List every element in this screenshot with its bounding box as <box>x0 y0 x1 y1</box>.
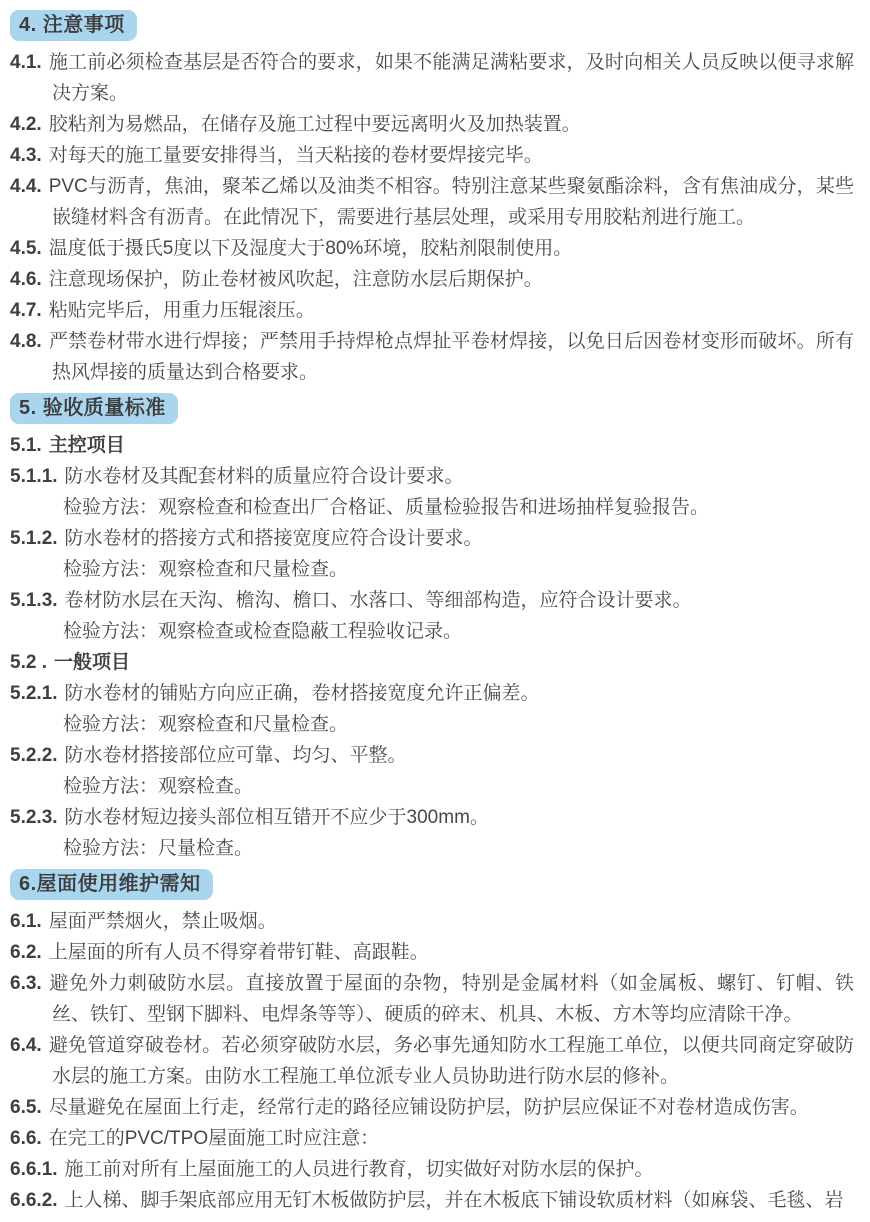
item-text: 温度低于摄氏5度以下及湿度大于80%环境，胶粘剂限制使用。 <box>48 238 573 259</box>
item-text: 施工前对所有上屋面施工的人员进行教育，切实做好对防水层的保护。 <box>64 1159 654 1180</box>
list-item <box>10 171 854 233</box>
item-number: 5.2.3. <box>10 807 58 828</box>
item-number: 4.1. <box>10 52 42 73</box>
item-number: 6.4. <box>10 1035 42 1056</box>
section-heading-row <box>10 393 854 424</box>
list-item <box>10 1123 854 1154</box>
item-text: 防水卷材搭接部位应可靠、均匀、平整。 <box>64 745 407 766</box>
item-number: 4.3. <box>10 145 42 166</box>
item-number: 4.5. <box>10 238 42 259</box>
section-heading-row <box>10 10 854 41</box>
item-text: 严禁卷材带水进行焊接；严禁用手持焊枪点焊扯平卷材焊接，以免日后因卷材变形而破坏。所有热风焊接的质量达到合格要求。 <box>48 331 854 383</box>
item-number: 4.4. <box>10 176 42 197</box>
list-item <box>10 140 854 171</box>
item-text: PVC与沥青，焦油，聚苯乙烯以及油类不相容。特别注意某些聚氨酯涂料，含有焦油成分，某些嵌缝材料含有沥青。在此情况下，需要进行基层处理，或采用专用胶粘剂进行施工。 <box>48 176 854 228</box>
item-number: 6.1. <box>10 911 42 932</box>
item-text: 防水卷材的搭接方式和搭接宽度应符合设计要求。 <box>64 528 483 549</box>
item-number: 6.6.1. <box>10 1159 58 1180</box>
item-number: 5.1.2. <box>10 528 58 549</box>
method-line: 检验方法：观察检查。 <box>63 776 254 797</box>
item-number: 5.1.3. <box>10 590 58 611</box>
list-item <box>10 109 854 140</box>
item-text: 一般项目 <box>53 652 130 673</box>
item-number: 6.2. <box>10 942 42 963</box>
list-item <box>10 1154 854 1185</box>
item-text: 屋面严禁烟火，禁止吸烟。 <box>48 911 277 932</box>
item-text: 卷材防水层在天沟、檐沟、檐口、水落口、等细部构造，应符合设计要求。 <box>64 590 692 611</box>
list-item <box>10 585 854 616</box>
list-item <box>10 430 854 461</box>
item-text: 避免外力刺破防水层。直接放置于屋面的杂物，特别是金属材料（如金属板、螺钉、钉帽、铁丝、铁钉、型钢下脚料、电焊条等等）、硬质的碎末、机具、木板、方木等均应清除干净。 <box>48 973 854 1025</box>
section-heading: 4. 注意事项 <box>10 10 137 41</box>
item-text: 上人梯、脚手架底部应用无钉木板做防护层，并在木板底下铺设软质材料（如麻袋、毛毯、岩 <box>64 1190 844 1211</box>
list-item <box>10 1092 854 1123</box>
item-text: 尽量避免在屋面上行走，经常行走的路径应铺设防护层，防护层应保证不对卷材造成伤害。 <box>48 1097 809 1118</box>
list-item <box>10 47 854 109</box>
method-line: 检验方法：尺量检查。 <box>63 838 254 859</box>
list-item <box>10 233 854 264</box>
item-number: 6.6.2. <box>10 1190 58 1211</box>
item-number: 4.7. <box>10 300 42 321</box>
item-number: 5.1. <box>10 435 42 456</box>
item-text: 施工前必须检查基层是否符合的要求，如果不能满足满粘要求，及时向相关人员反映以便寻求解决方案。 <box>48 52 854 104</box>
list-item <box>10 295 854 326</box>
section-heading: 6.屋面使用维护需知 <box>10 869 213 900</box>
item-text: 防水卷材短边接头部位相互错开不应少于300mm。 <box>64 807 489 828</box>
list-item <box>10 937 854 968</box>
item-text: 防水卷材及其配套材料的质量应符合设计要求。 <box>64 466 464 487</box>
method-line: 检验方法：观察检查和尺量检查。 <box>63 559 349 580</box>
method-line: 检验方法：观察检查和检查出厂合格证、质量检验报告和进场抽样复验报告。 <box>63 497 710 518</box>
item-number: 5.2.1. <box>10 683 58 704</box>
item-text: 防水卷材的铺贴方向应正确，卷材搭接宽度允许正偏差。 <box>64 683 540 704</box>
item-text: 上屋面的所有人员不得穿着带钉鞋、高跟鞋。 <box>48 942 429 963</box>
item-number: 5.1.1. <box>10 466 58 487</box>
section-heading: 5. 验收质量标准 <box>10 393 178 424</box>
list-item <box>10 740 854 771</box>
list-item <box>10 523 854 554</box>
item-text: 对每天的施工量要安排得当，当天粘接的卷材要焊接完毕。 <box>48 145 543 166</box>
item-text: 避免管道穿破卷材。若必须穿破防水层，务必事先通知防水工程施工单位，以便共同商定穿破防水层的施工方案。由防水工程施工单位派专业人员协助进行防水层的修补。 <box>48 1035 854 1087</box>
item-number: 6.5. <box>10 1097 42 1118</box>
method-line: 检验方法：观察检查或检查隐蔽工程验收记录。 <box>63 621 463 642</box>
list-item <box>10 906 854 937</box>
item-number: 6.3. <box>10 973 42 994</box>
list-item <box>10 1030 854 1092</box>
list-item <box>10 968 854 1030</box>
item-number: 4.6. <box>10 269 42 290</box>
item-text: 粘贴完毕后，用重力压辊滚压。 <box>48 300 315 321</box>
item-text: 胶粘剂为易燃品，在储存及施工过程中要远离明火及加热装置。 <box>48 114 581 135</box>
item-number: 5.2 . <box>10 652 47 673</box>
list-item <box>10 1185 854 1216</box>
item-text: 主控项目 <box>48 435 125 456</box>
method-line: 检验方法：观察检查和尺量检查。 <box>63 714 349 735</box>
item-number: 5.2.2. <box>10 745 58 766</box>
item-number: 4.8. <box>10 331 42 352</box>
list-item <box>10 264 854 295</box>
list-item <box>10 461 854 492</box>
list-item <box>10 647 854 678</box>
item-number: 6.6. <box>10 1128 42 1149</box>
item-number: 4.2. <box>10 114 42 135</box>
item-text: 注意现场保护，防止卷材被风吹起，注意防水层后期保护。 <box>48 269 543 290</box>
section-heading-row <box>10 869 854 900</box>
item-text: 在完工的PVC/TPO屋面施工时应注意： <box>48 1128 380 1149</box>
list-item <box>10 678 854 709</box>
list-item <box>10 802 854 833</box>
list-item <box>10 326 854 388</box>
